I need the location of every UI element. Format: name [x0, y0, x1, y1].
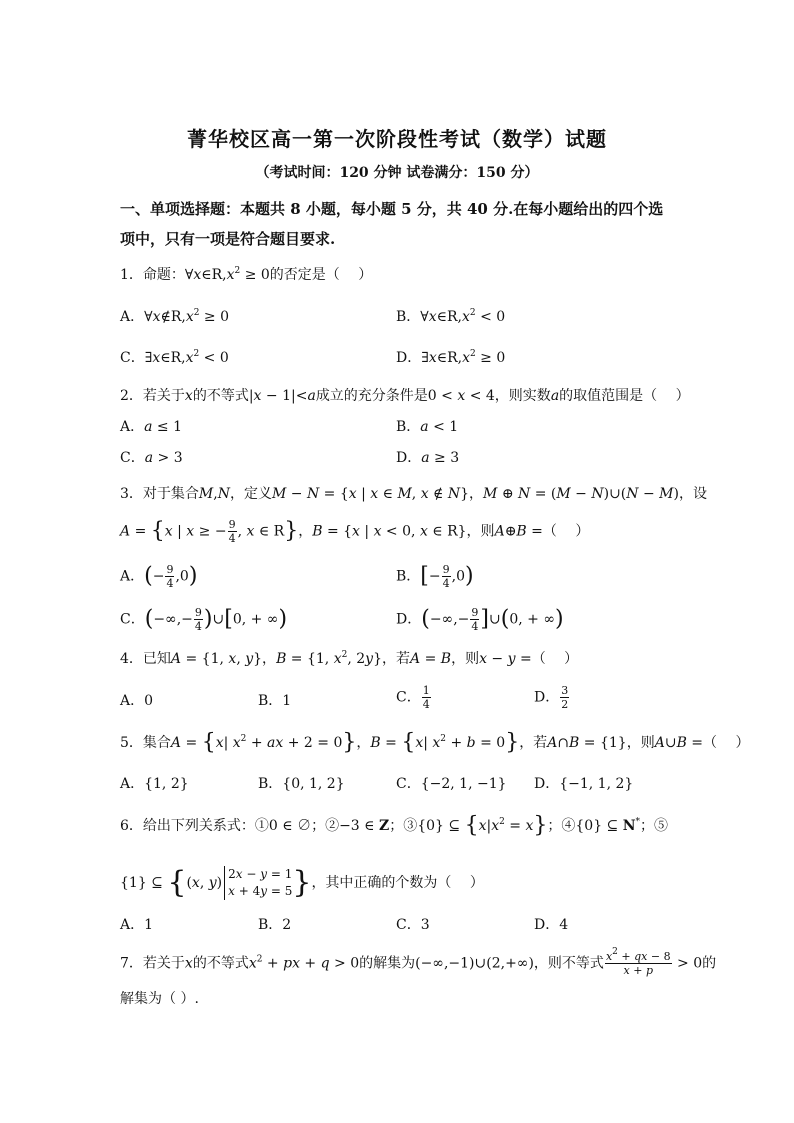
question-6-stem-line-1: 6．给出下列关系式：①0 ∈ ∅；②−3 ∈ Z；③{0} ⊆ $\{x|x^2 = x\}$；④{0} ⊆ N*；⑤ [120, 813, 669, 838]
question-2-option-c: C．a > 3 [120, 450, 183, 466]
question-3-option-c: C．(−∞,− $\frac{9}{4}$ )∪[0, + ∞) [120, 606, 288, 633]
question-2-option-d: D．a ≥ 3 [396, 450, 460, 466]
question-4-option-c: C． $\frac{1}{4}$ [396, 684, 430, 711]
question-1-option-c: C．$\exists x\in R,x^2 < 0$ [120, 349, 229, 366]
question-5-option-d: D．{−1, 1, 2} [534, 776, 634, 792]
question-4-option-d: D． $\frac{3}{2}$ [534, 684, 569, 711]
question-4-stem: 4．已知A = {1, x, y}，B = {1, $x^2$, 2y}，若A = B，则x − y =（ ） [120, 650, 579, 667]
question-1-option-b: B．$\forall x\in R,x^2 < 0$ [396, 308, 506, 325]
question-6-stem-line-2: {1} ⊆ {(x, y) 2x − y = 1 x + 4y = 5 }，其中正确的个数为（ ） [120, 865, 484, 900]
exam-title: 菁华校区高一第一次阶段性考试（数学）试题 [187, 127, 607, 151]
question-2-option-a: A．a ≤ 1 [120, 419, 183, 435]
question-5-option-a: A．{1, 2} [120, 776, 189, 792]
question-1-stem: 1．命题：$\forall x\in R,x^2 \ge 0$的否定是（ ） [120, 266, 373, 283]
question-6-option-a: A．1 [120, 917, 154, 933]
question-7-stem-line-1: 7．若关于x的不等式$x^2$ + px + q > 0的解集为(−∞,−1)∪(2,+∞)，则不等式 $\frac{x^2 + qx - 8}{x + p}$ > 0的 [120, 947, 717, 977]
question-3-stem-line-1: 3．对于集合M,N，定义M − N = {x | x ∈ M, x ∉ N}，M ⊕ N = (M − N)∪(N − M)，设 [120, 486, 707, 502]
question-4-option-b: B．1 [258, 693, 292, 709]
question-2-stem: 2．若关于x的不等式|x − 1|<a成立的充分条件是0 < x < 4，则实数a的取值范围是（ ） [120, 388, 690, 404]
question-3-option-b: B．[− $\frac{9}{4}$ ,0) [396, 563, 474, 590]
question-2-option-b: B．a < 1 [396, 419, 459, 435]
question-3-option-d: D．(−∞,− $\frac{9}{4}$ ]∪(0, + ∞) [396, 606, 564, 633]
question-6-option-d: D．4 [534, 917, 569, 933]
question-5-option-b: B．{0, 1, 2} [258, 776, 345, 792]
question-3-option-a: A．(− $\frac{9}{4}$ ,0) [120, 563, 198, 590]
question-6-option-c: C．3 [396, 917, 430, 933]
question-1-option-a: A．$\forall x\notin R,x^2 \ge 0$ [120, 308, 230, 325]
question-3-stem-line-2: A = {x | x ≥ − $\frac{9}{4}$ , x ∈ R}，B = {x | x < 0, x ∈ R}，则A⊕B =（ ） [120, 518, 590, 545]
question-5-stem: 5．集合A = {x| $x^2$ + ax + 2 = 0}，B = {x| $x^2 + b = 0$}，若A∩B = {1}，则A∪B =（ ） [120, 730, 750, 755]
section-heading-line-1: 一、单项选择题：本题共 8 小题，每小题 5 分，共 40 分.在每小题给出的四个选 [120, 200, 664, 218]
question-4-option-a: A．0 [120, 693, 154, 709]
exam-subtitle: （考试时间：120 分钟 试卷满分：150 分） [255, 165, 539, 181]
section-heading-line-2: 项中，只有一项是符合题目要求. [120, 230, 336, 248]
question-1-option-d: D．$\exists x\in R,x^2 \ge 0$ [396, 349, 506, 366]
question-5-option-c: C．{−2, 1, −1} [396, 776, 507, 792]
question-6-option-b: B．2 [258, 917, 292, 933]
question-7-stem-line-2: 解集为（ ）. [120, 991, 199, 1007]
